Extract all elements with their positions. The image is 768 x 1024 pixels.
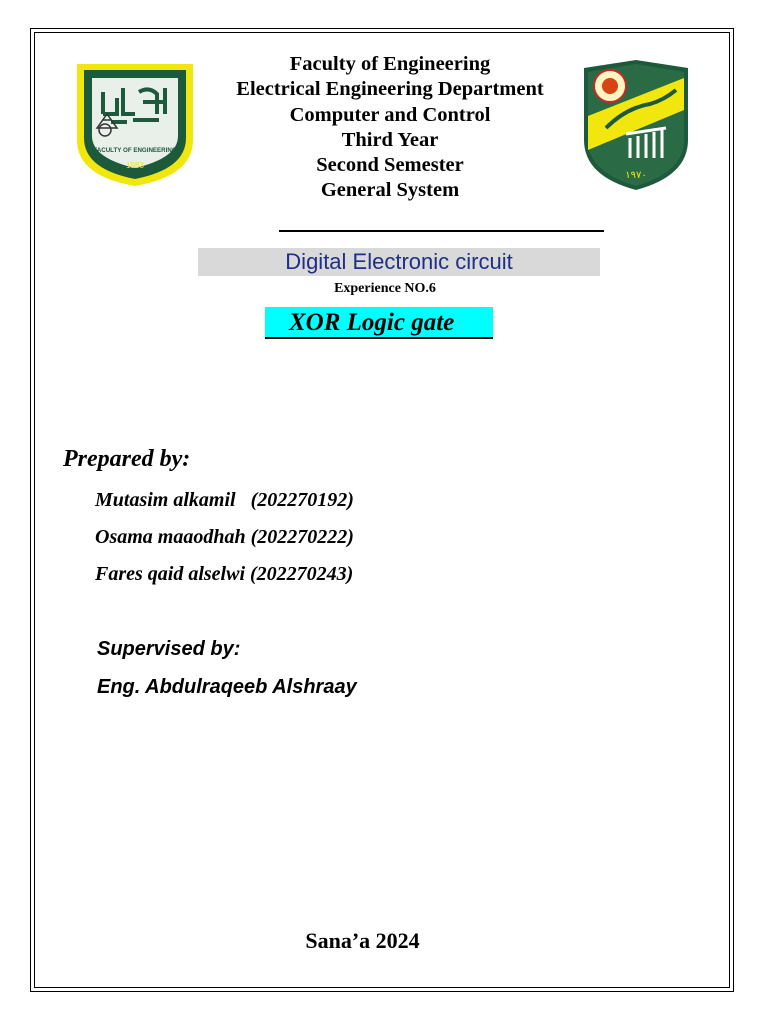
- report-title: XOR Logic gate: [289, 309, 455, 336]
- header-year: Third Year: [341, 128, 439, 151]
- logo-faculty-text: FACULTY OF ENGINEERING: [93, 147, 177, 154]
- prepared-by-label: Prepared by:: [63, 446, 191, 472]
- team-member: Mutasim alkamil (202270192): [95, 489, 354, 511]
- title-box: [265, 307, 493, 339]
- team-member: Osama maaodhah (202270222): [95, 526, 354, 548]
- header-system: General System: [320, 179, 460, 202]
- header-semester: Second Semester: [316, 154, 464, 177]
- faculty-of-engineering-logo: [73, 58, 197, 190]
- header-divider: [279, 230, 604, 232]
- sanaa-university-logo: [580, 56, 692, 194]
- footer-place-year: Sana’a 2024: [305, 928, 420, 953]
- document-header: [200, 52, 580, 204]
- team-member: Fares qaid alselwi (202270243): [95, 563, 354, 585]
- logo-right-year: ١٩٧٠: [625, 170, 647, 181]
- header-faculty: Faculty of Engineering: [289, 53, 491, 75]
- subject-title: Digital Electronic circuit: [285, 249, 513, 274]
- header-department: Electrical Engineering Department: [236, 78, 544, 101]
- supervisor-name: Eng. Abdulraqeeb Alshraay: [97, 676, 357, 698]
- subject-bar: [198, 248, 600, 276]
- header-program: Computer and Control: [289, 103, 491, 126]
- experience-number: Experience NO.6: [334, 281, 436, 296]
- logo-left-year: 1983: [126, 161, 144, 170]
- supervised-by-label: Supervised by:: [97, 638, 241, 660]
